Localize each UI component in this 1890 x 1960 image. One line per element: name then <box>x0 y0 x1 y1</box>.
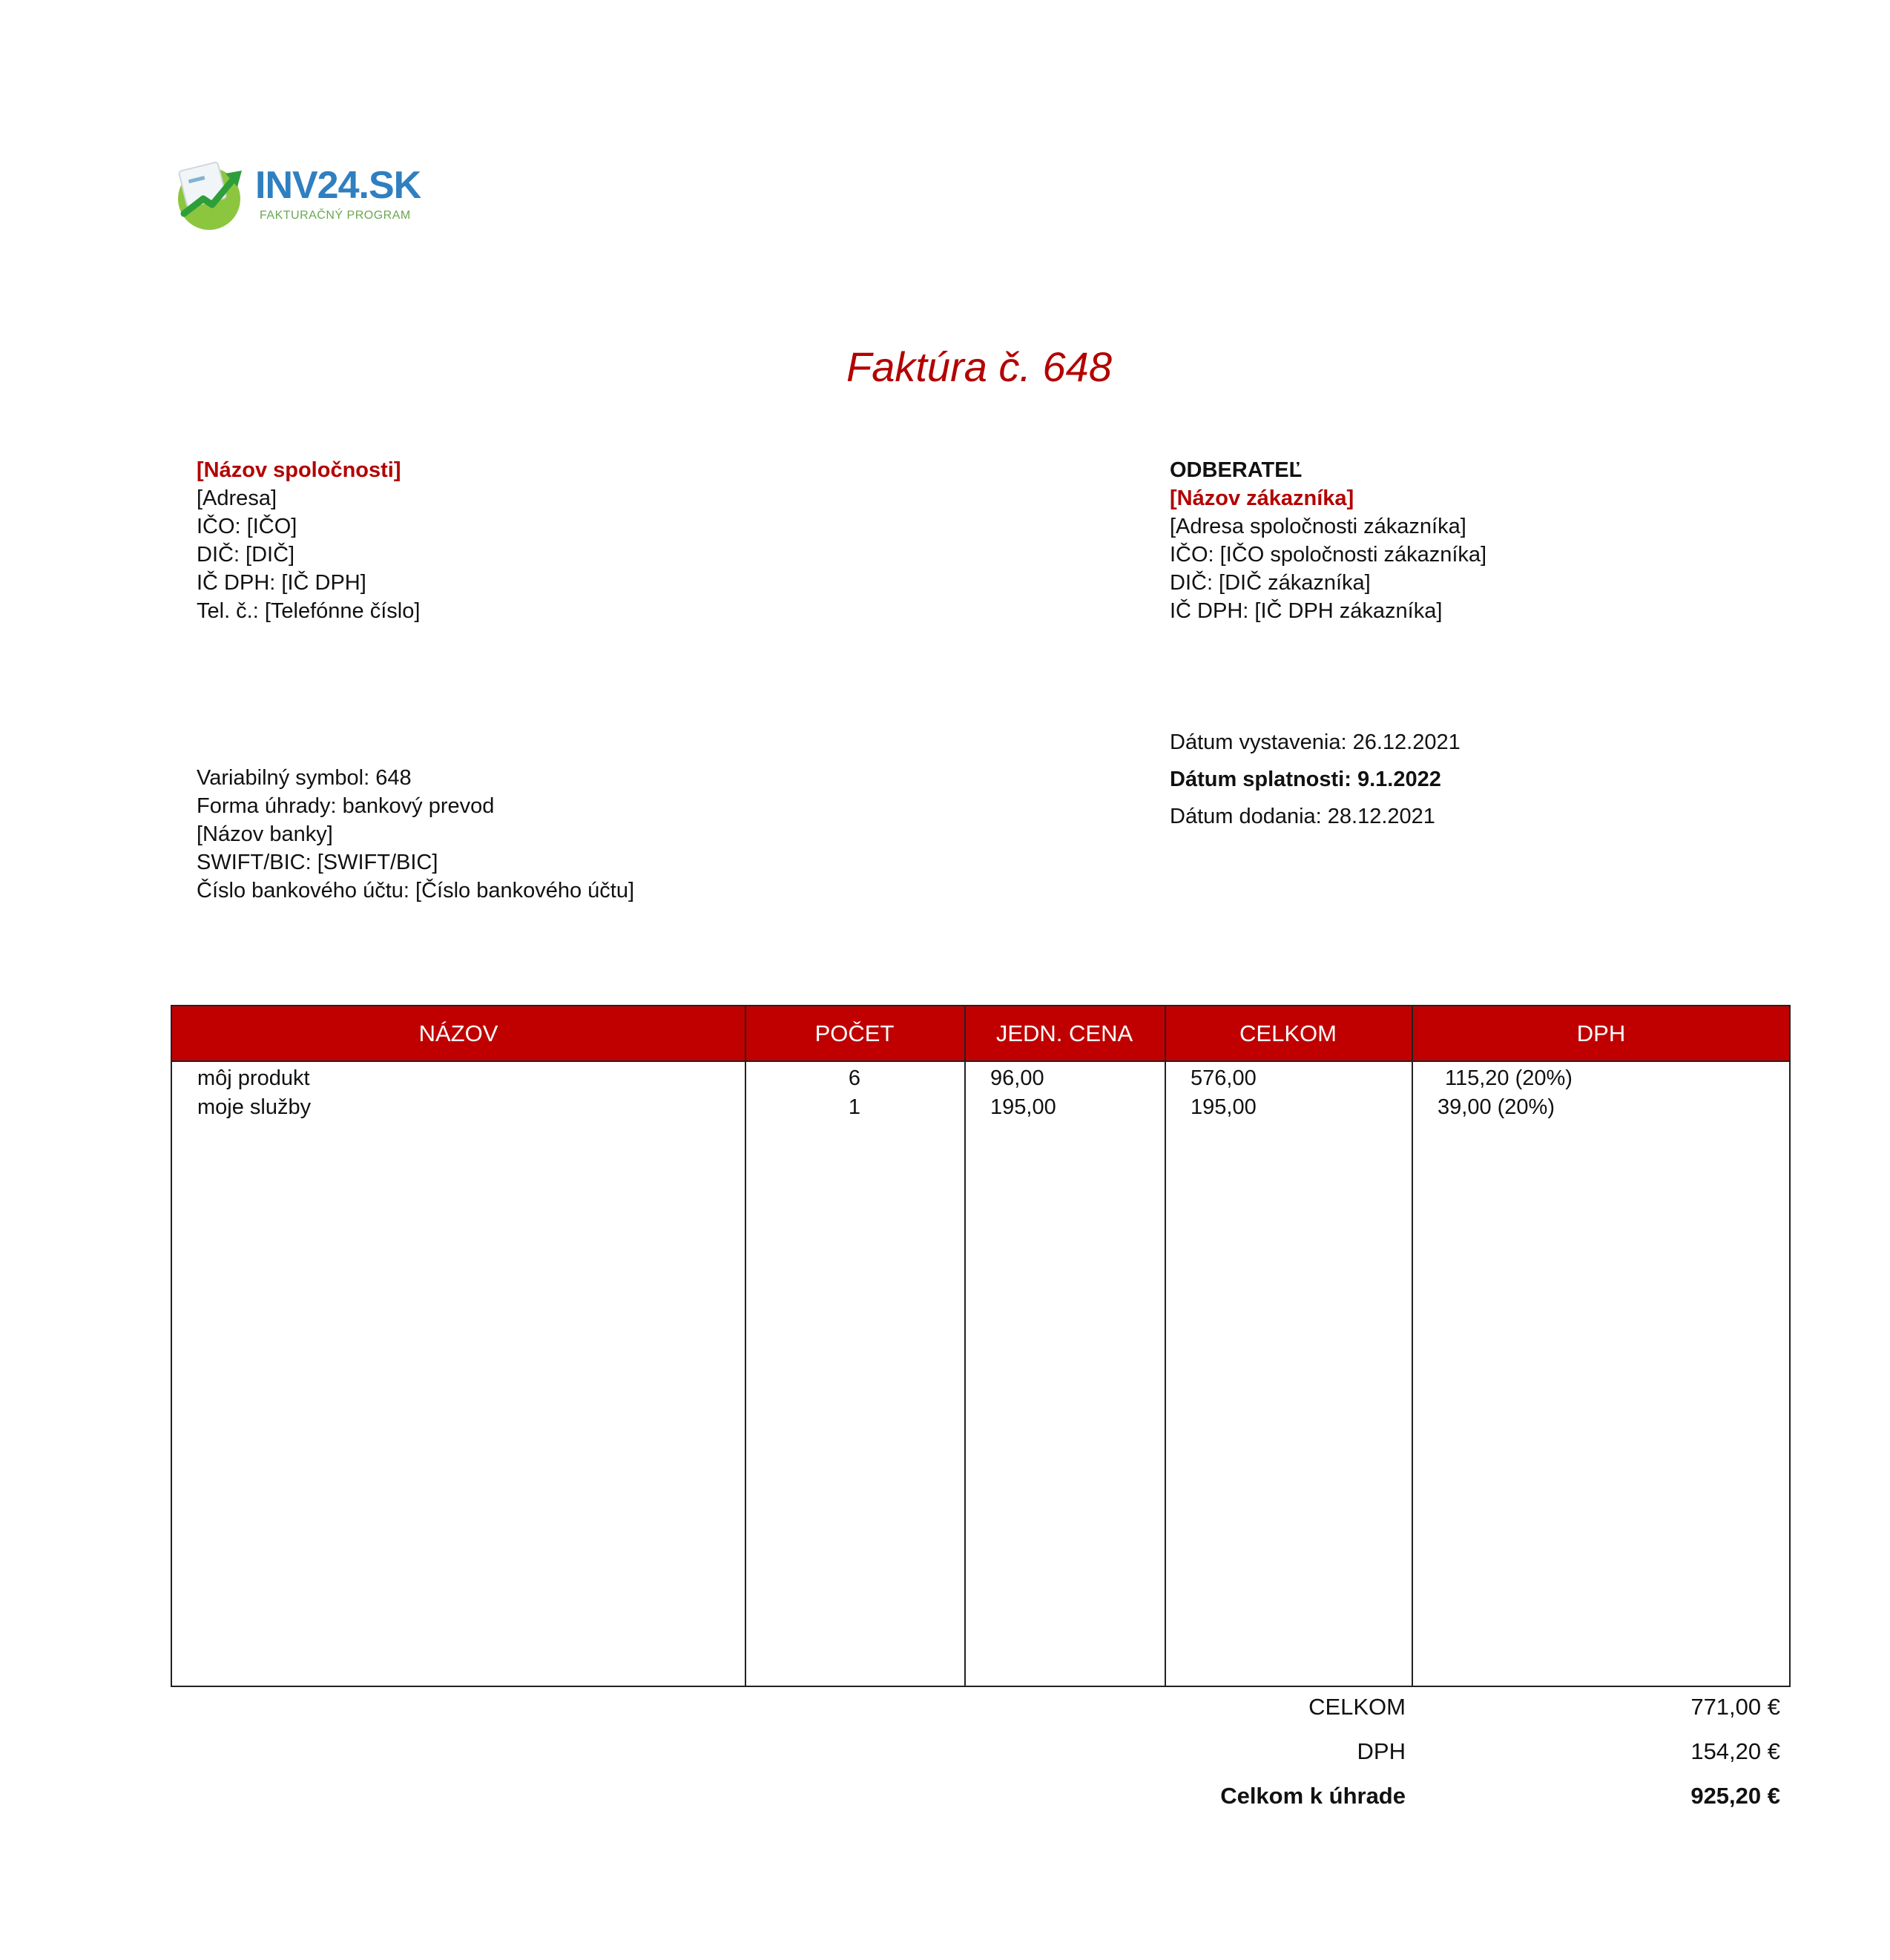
column-header-unit-price: JEDN. CENA <box>995 1020 1133 1046</box>
dates-block <box>1170 728 1461 839</box>
bank-account: Číslo bankového účtu: [Číslo bankového účtu] <box>197 879 635 903</box>
logo-mark-icon <box>172 156 250 234</box>
summary-vat-value: 154,20 € <box>1690 1738 1780 1764</box>
table-row <box>172 1062 1789 1091</box>
customer-ico: IČO: [IČO spoločnosti zákazníka] <box>1170 543 1487 567</box>
summary-total-label: CELKOM <box>1308 1694 1406 1720</box>
item-qty: 1 <box>848 1095 861 1119</box>
summary-total-row <box>1113 1694 1780 1726</box>
summary-vat-label: DPH <box>1357 1738 1406 1764</box>
table-header <box>172 1006 1789 1062</box>
item-name: moje služby <box>197 1095 312 1119</box>
summary-due-value: 925,20 € <box>1690 1783 1780 1809</box>
customer-ic-dph: IČ DPH: [IČ DPH zákazníka] <box>1170 599 1443 623</box>
swift-bic: SWIFT/BIC: [SWIFT/BIC] <box>197 851 438 874</box>
customer-name: [Názov zákazníka] <box>1170 486 1354 510</box>
items-table <box>171 1005 1791 1687</box>
date-issued: Dátum vystavenia: 26.12.2021 <box>1170 730 1461 754</box>
item-vat: 115,20 (20%) <box>1445 1066 1573 1090</box>
table-row <box>172 1091 1789 1120</box>
supplier-ico: IČO: [IČO] <box>197 515 297 538</box>
item-name: môj produkt <box>197 1066 310 1090</box>
item-total: 576,00 <box>1191 1066 1257 1090</box>
item-total: 195,00 <box>1191 1095 1257 1119</box>
customer-address: [Adresa spoločnosti zákazníka] <box>1170 515 1466 538</box>
item-unit-price: 195,00 <box>990 1095 1056 1119</box>
table-body <box>172 1062 1789 1120</box>
item-qty: 6 <box>848 1066 861 1090</box>
date-due: Dátum splatnosti: 9.1.2022 <box>1170 768 1441 791</box>
summary-vat-row <box>1113 1738 1780 1771</box>
invoice-title: Faktúra č. 648 <box>846 343 1112 390</box>
company-logo <box>172 156 421 237</box>
supplier-dic: DIČ: [DIČ] <box>197 543 295 567</box>
summary-total-value: 771,00 € <box>1690 1694 1780 1720</box>
logo-name: INV24.SK <box>255 164 421 207</box>
bank-name: [Názov banky] <box>197 822 333 846</box>
supplier-address: [Adresa] <box>197 486 277 510</box>
supplier-block <box>197 456 420 625</box>
payment-method: Forma úhrady: bankový prevod <box>197 794 495 818</box>
summary-due-label: Celkom k úhrade <box>1220 1783 1406 1809</box>
logo-tagline: FAKTURAČNÝ PROGRAM <box>260 209 411 222</box>
payment-block <box>197 764 634 905</box>
customer-heading: ODBERATEĽ <box>1170 458 1303 482</box>
summary-due-row <box>1113 1783 1780 1815</box>
column-header-total: CELKOM <box>1239 1020 1337 1046</box>
date-delivered: Dátum dodania: 28.12.2021 <box>1170 805 1435 828</box>
item-unit-price: 96,00 <box>990 1066 1044 1090</box>
column-header-vat: DPH <box>1576 1020 1626 1046</box>
column-header-qty: POČET <box>814 1020 895 1046</box>
column-header-name: NÁZOV <box>418 1020 498 1046</box>
item-vat: 39,00 (20%) <box>1438 1095 1555 1119</box>
supplier-name: [Názov spoločnosti] <box>197 458 401 482</box>
supplier-ic-dph: IČ DPH: [IČ DPH] <box>197 571 366 595</box>
customer-block <box>1170 456 1486 625</box>
customer-dic: DIČ: [DIČ zákazníka] <box>1170 571 1371 595</box>
variable-symbol: Variabilný symbol: 648 <box>197 766 412 790</box>
supplier-phone: Tel. č.: [Telefónne číslo] <box>197 599 421 623</box>
